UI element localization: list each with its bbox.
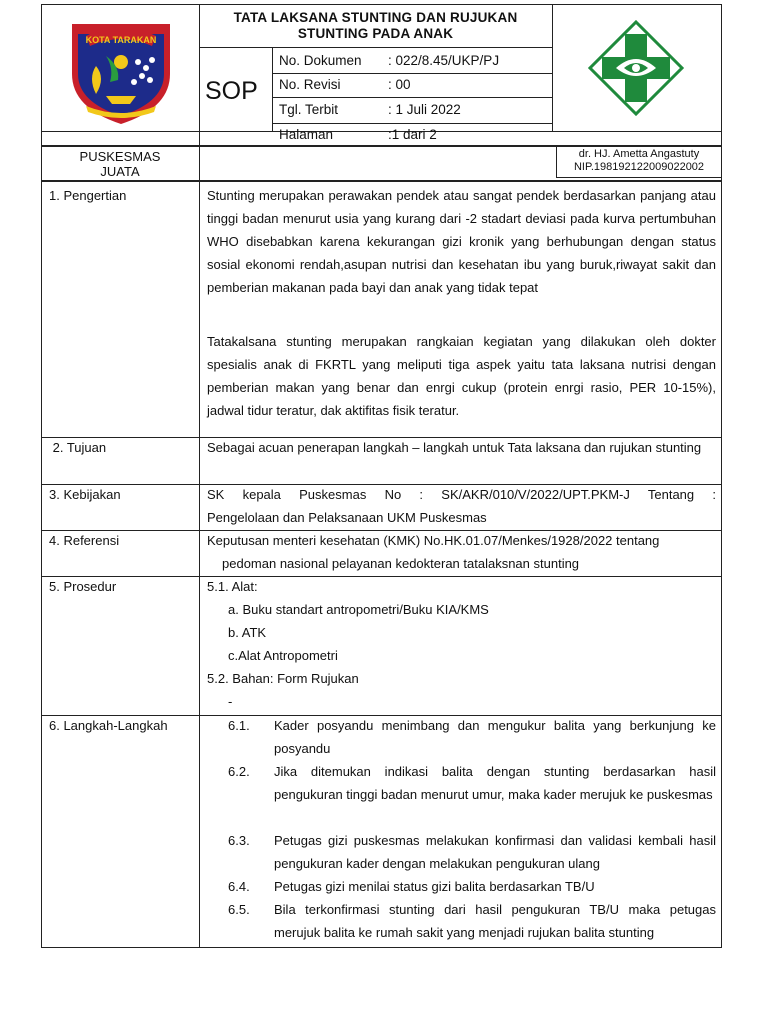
step-number: 6.1. (228, 718, 250, 733)
referensi-line-1: Keputusan menteri kesehatan (KMK) No.HK.01.07/Menkes/1928/2022 tentang (207, 533, 660, 548)
meta-tgl-terbit-value: : 1 Juli 2022 (388, 102, 461, 117)
kebijakan-line-2: Pengelolaan dan Pelaksanaan UKM Puskesmas (207, 510, 487, 525)
meta-halaman-value: :1 dari 2 (388, 127, 437, 142)
langkah-step-5 (228, 898, 716, 944)
label-kebijakan: 3. Kebijakan (49, 487, 121, 502)
prosedur-alat-item: c.Alat Antropometri (228, 648, 338, 663)
langkah-step-2 (228, 760, 716, 806)
kebijakan-line-1: SK kepala Puskesmas No : SK/AKR/010/V/2022/UPT.PKM-J Tentang : (207, 487, 716, 502)
meta-no-dokumen-value: : 022/8.45/UKP/PJ (388, 53, 500, 68)
header-divider (272, 123, 552, 124)
row-divider (41, 576, 722, 577)
step-text: Bila terkonfirmasi stunting dari hasil pengukuran TB/U maka petugas merujuk balita ke rumah sakit yang menjadi rujukan balita stunting (274, 902, 716, 940)
label-column-divider (199, 181, 200, 948)
header-divider (272, 73, 552, 74)
meta-no-revisi-label: No. Revisi (279, 77, 341, 92)
logo-text: KOTA TARAKAN (85, 35, 157, 45)
prosedur-bahan-dash: - (228, 694, 233, 709)
kota-tarakan-logo (66, 16, 176, 126)
label-pengertian: 1. Pengertian (49, 188, 127, 203)
header-divider (272, 97, 552, 98)
document-title (199, 10, 552, 42)
langkah-step-4 (228, 875, 716, 898)
label-prosedur: 5. Prosedur (49, 579, 117, 594)
org-line-1: PUSKESMAS (79, 149, 161, 164)
org-name (41, 149, 199, 179)
step-number: 6.4. (228, 879, 250, 894)
pengertian-paragraph-1: Stunting merupakan perawakan pendek atau sangat pendek berdasarkan panjang atau tinggi badan menurut usia yang kurang dari -2 stadart deviasi pada kurva pertumbuhan WHO disebabkan karena kekurangan gizi kronik yang berhubungan dengan status sosial ekonomi rendah,asupan nutrisi dan kesehatan ibu yang buruk,riwayat sakit dan pemberian makanan pada bayi dan anak yang tidak tepat (207, 188, 716, 295)
prosedur-bahan-title: 5.2. Bahan: Form Rujukan (207, 671, 359, 686)
step-text: Jika ditemukan indikasi balita dengan stunting berdasarkan hasil pengukuran tinggi badan menurut umur, maka kader merujuk ke puskesmas (274, 764, 716, 802)
meta-no-dokumen-label: No. Dokumen (279, 53, 362, 68)
meta-tgl-terbit-label: Tgl. Terbit (279, 102, 339, 117)
prosedur-alat-item: b. ATK (228, 625, 267, 640)
header-divider (199, 47, 552, 48)
meta-halaman-label: Halaman (279, 127, 334, 142)
sop-label: SOP (205, 77, 258, 105)
title-line-2: STUNTING PADA ANAK (297, 26, 454, 41)
label-langkah: 6. Langkah-Langkah (49, 718, 168, 733)
tujuan-text: Sebagai acuan penerapan langkah – langkah untuk Tata laksana dan rujukan stunting (207, 440, 702, 455)
signer-nip: NIP.198192122009022002 (573, 161, 705, 173)
referensi-line-2: pedoman nasional pelayanan kedokteran tatalaksnan stunting (222, 556, 580, 571)
signer-block (556, 148, 722, 174)
langkah-steps (228, 714, 716, 946)
step-text: Kader posyandu menimbang dan mengukur balita yang berkunjung ke posyandu (274, 718, 716, 756)
org-line-2: JUATA (100, 164, 140, 179)
step-number: 6.2. (228, 764, 250, 779)
prosedur-alat-item: a. Buku standart antropometri/Buku KIA/KMS (228, 602, 489, 617)
langkah-step-3 (228, 829, 716, 875)
header-divider (272, 47, 273, 131)
step-number: 6.3. (228, 833, 250, 848)
pengertian-paragraph-2: Tatakalsana stunting merupakan rangkaian kegiatan yang dilakukan oleh dokter spesialis anak di FKRTL yang meliputi tiga aspek yaitu tata laksana nutrisi dengan pemberian makan yang benar dan enrgi cukup (protein enrgi rasio, PER 10-15%), jadwal tidur teratur, dak aktifitas fisik teratur. (207, 334, 716, 418)
puskesmas-logo (588, 20, 684, 116)
step-text: Petugas gizi menilai status gizi balita berdasarkan TB/U (274, 879, 595, 894)
step-text: Petugas gizi puskesmas melakukan konfirmasi dan validasi kembali hasil pengukuran kader dengan melakukan pengukuran ulang (274, 833, 716, 871)
label-tujuan: 2. Tujuan (49, 440, 107, 455)
label-referensi: 4. Referensi (49, 533, 120, 548)
header-divider (552, 4, 553, 131)
header-divider (41, 131, 722, 132)
title-line-1: TATA LAKSANA STUNTING DAN RUJUKAN (233, 10, 518, 25)
step-number: 6.5. (228, 902, 250, 917)
signer-name: dr. HJ. Ametta Angastuty (578, 148, 700, 160)
meta-no-revisi-value: : 00 (388, 77, 411, 92)
langkah-step-1 (228, 714, 716, 760)
prosedur-alat-title: 5.1. Alat: (207, 579, 258, 594)
